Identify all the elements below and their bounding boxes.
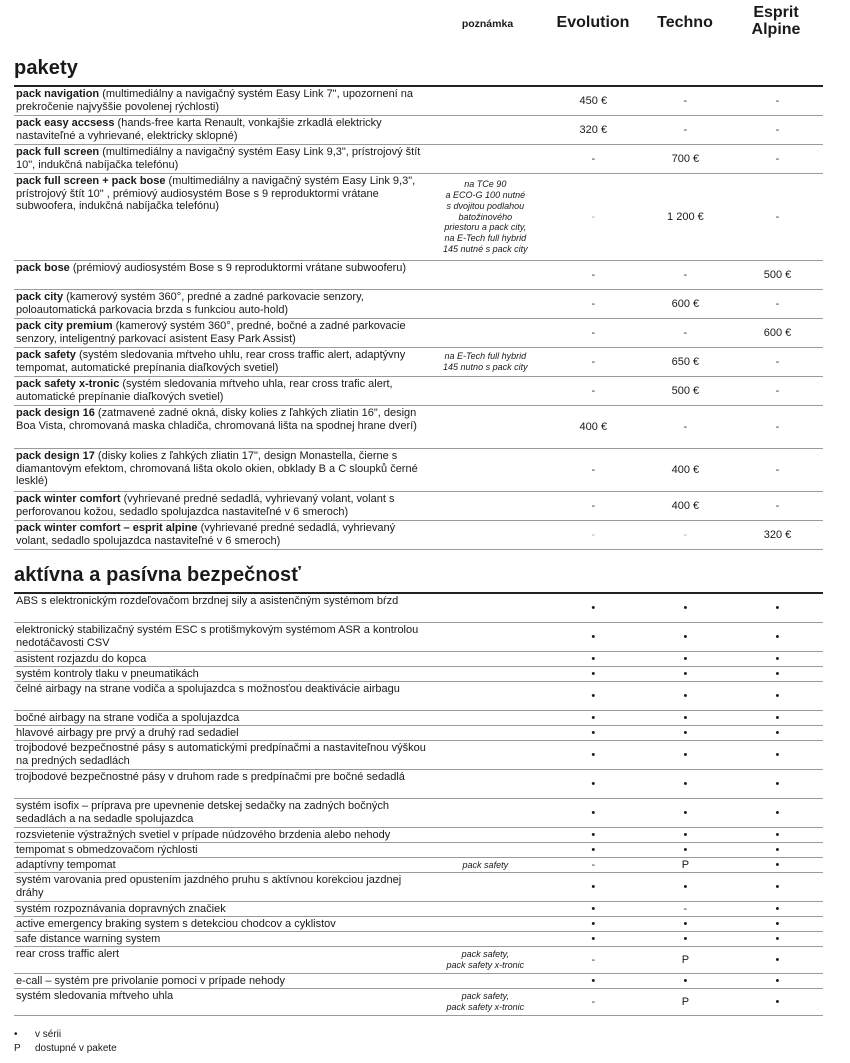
availability-esprit-alpine: •	[775, 858, 780, 871]
price-evolution: -	[591, 268, 596, 281]
price-techno: -	[683, 94, 688, 107]
feature-description: trojbodové bezpečnostné pásy s automatickými predpínačmi a nastaviteľnou výškou na predných sedadlách	[16, 742, 426, 767]
availability-esprit-alpine: •	[775, 777, 780, 790]
feature-note	[430, 917, 541, 931]
availability-techno: •	[683, 667, 688, 680]
pack-row	[14, 406, 823, 449]
pack-description	[14, 116, 430, 144]
feature-note	[430, 711, 541, 725]
feature-row	[14, 858, 823, 873]
feature-description: hlavové airbagy pre prvý a druhý rad sedadiel	[16, 727, 239, 739]
availability-techno: •	[683, 932, 688, 945]
pack-description	[14, 377, 430, 405]
safety-table	[14, 592, 823, 1016]
legend-text: dostupné v pakete	[35, 1043, 117, 1054]
legend-symbol: P	[14, 1043, 21, 1054]
availability-evolution: •	[591, 806, 596, 819]
feature-row	[14, 873, 823, 902]
price-evolution: -	[591, 326, 596, 339]
pack-name: pack winter comfort – esprit alpine	[16, 522, 198, 534]
feature-description: active emergency braking system s detekciou chodcov a cyklistov	[16, 918, 336, 930]
availability-evolution: •	[591, 689, 596, 702]
feature-description: asistent rozjazdu do kopca	[16, 653, 147, 665]
availability-esprit-alpine: •	[775, 806, 780, 819]
price-evolution: -	[591, 297, 596, 310]
price-techno: 1 200 €	[667, 210, 704, 223]
price-esprit-alpine: -	[775, 463, 780, 476]
feature-description: e-call – systém pre privolanie pomoci v prípade nehody	[16, 975, 286, 987]
feature-row	[14, 770, 823, 799]
pack-row	[14, 145, 823, 174]
availability-esprit-alpine: •	[775, 630, 780, 643]
feature-note-line: pack safety,	[461, 991, 509, 1002]
availability-esprit-alpine: •	[775, 652, 780, 665]
column-header-note: poznámka	[461, 18, 514, 30]
availability-esprit-alpine: •	[775, 711, 780, 724]
feature-note-line: pack safety x-tronic	[446, 1002, 525, 1012]
pack-description	[14, 449, 430, 491]
pack-note	[430, 406, 541, 448]
availability-techno: •	[683, 652, 688, 665]
price-techno: 600 €	[671, 297, 700, 310]
pack-row	[14, 116, 823, 145]
price-techno: 400 €	[671, 499, 700, 512]
pack-row	[14, 319, 823, 348]
feature-description: adaptívny tempomat	[16, 859, 116, 871]
feature-note	[430, 741, 541, 769]
availability-esprit-alpine: •	[775, 601, 780, 614]
availability-esprit-alpine: •	[775, 726, 780, 739]
availability-evolution: •	[591, 726, 596, 739]
feature-note-line: pack safety	[462, 859, 509, 870]
column-header-esprit-line2: Alpine	[751, 21, 801, 38]
pack-detail: (vyhrievané predné sedadlá, vyhrievaný volant, volant s perforovanou kožou, sedadlo spolujazdca nastaviteľné v 6 smeroch)	[16, 493, 395, 518]
feature-description: elektronický stabilizačný systém ESC s protišmykovým systémom ASR a kontrolou nedotáčavosti CSV	[16, 624, 419, 649]
price-techno: 500 €	[671, 384, 700, 397]
price-evolution: -	[591, 355, 596, 368]
price-techno: -	[683, 268, 688, 281]
feature-description: systém rozpoznávania dopravných značiek	[16, 903, 226, 915]
availability-evolution: •	[591, 777, 596, 790]
availability-techno: •	[683, 777, 688, 790]
availability-evolution: •	[591, 828, 596, 841]
availability-evolution: •	[591, 601, 596, 614]
availability-techno: •	[683, 630, 688, 643]
pack-description	[14, 261, 430, 289]
feature-row	[14, 594, 823, 623]
pack-note	[430, 492, 541, 520]
feature-row	[14, 741, 823, 770]
price-techno: -	[683, 123, 688, 136]
pack-detail: (prémiový audiosystém Bose s 9 reproduktormi vrátane subwooferu)	[69, 262, 407, 274]
availability-techno: •	[683, 601, 688, 614]
pack-note-line: na TCe 90	[464, 179, 507, 190]
availability-techno: •	[683, 843, 688, 856]
availability-techno: P	[681, 953, 690, 966]
availability-esprit-alpine: •	[775, 953, 780, 966]
price-evolution: -	[591, 528, 596, 541]
pack-description	[14, 290, 430, 318]
feature-row	[14, 726, 823, 741]
feature-description: trojbodové bezpečnostné pásy v druhom rade s predpínačmi pre bočné sedadlá	[16, 771, 405, 783]
availability-evolution: •	[591, 748, 596, 761]
pack-detail: (vyhrievané predné sedadlá, vyhrievaný volant, sedadlo spolujazdca nastaviteľné v 6 smeroch)	[16, 522, 396, 547]
legend	[14, 1028, 117, 1056]
feature-note	[430, 726, 541, 740]
pack-name: pack easy accsess	[16, 117, 115, 129]
price-techno: 650 €	[671, 355, 700, 368]
pack-note-line: na E-Tech full hybrid	[444, 233, 527, 244]
feature-row	[14, 947, 823, 974]
feature-description: rear cross traffic alert	[16, 948, 120, 960]
pack-name: pack full screen + pack bose	[16, 175, 166, 187]
pack-note-line: 145 nutné s pack city	[443, 243, 528, 254]
column-header-evolution: Evolution	[556, 14, 630, 31]
feature-note	[430, 843, 541, 857]
legend-item	[14, 1042, 117, 1056]
feature-description: bočné airbagy na strane vodiča a spolujazdca	[16, 712, 240, 724]
price-esprit-alpine: 500 €	[763, 268, 792, 281]
feature-description: rozsvietenie výstražných svetiel v prípade núdzového brzdenia alebo nehody	[16, 829, 391, 841]
availability-evolution: -	[591, 858, 596, 871]
price-esprit-alpine: 320 €	[763, 528, 792, 541]
feature-description: safe distance warning system	[16, 933, 161, 945]
price-techno: -	[683, 420, 688, 433]
availability-esprit-alpine: •	[775, 932, 780, 945]
pack-note-line: s dvojitou podlahou	[446, 200, 525, 211]
pack-note	[430, 87, 541, 115]
pack-note-line: batožinového	[458, 211, 513, 222]
pack-name: pack full screen	[16, 146, 100, 158]
availability-techno: •	[683, 974, 688, 987]
pack-description	[14, 174, 430, 260]
pack-description	[14, 348, 430, 376]
availability-techno: -	[683, 902, 688, 915]
pack-row	[14, 449, 823, 492]
feature-row	[14, 932, 823, 947]
feature-row	[14, 799, 823, 828]
availability-esprit-alpine: •	[775, 917, 780, 930]
availability-esprit-alpine: •	[775, 974, 780, 987]
price-evolution: -	[591, 384, 596, 397]
price-esprit-alpine: -	[775, 355, 780, 368]
availability-techno: •	[683, 806, 688, 819]
pack-description	[14, 87, 430, 115]
price-evolution: 400 €	[579, 420, 608, 433]
feature-note-line: pack safety,	[461, 949, 509, 960]
pack-note	[430, 145, 541, 173]
feature-row	[14, 711, 823, 726]
availability-evolution: •	[591, 932, 596, 945]
price-esprit-alpine: -	[775, 384, 780, 397]
availability-techno: •	[683, 689, 688, 702]
feature-note	[430, 682, 541, 710]
pack-name: pack design 17	[16, 450, 95, 462]
pack-name: pack safety x-tronic	[16, 378, 120, 390]
pack-name: pack city premium	[16, 320, 113, 332]
feature-row	[14, 652, 823, 667]
availability-evolution: •	[591, 974, 596, 987]
price-evolution: -	[591, 152, 596, 165]
feature-note-line: pack safety x-tronic	[446, 960, 525, 970]
pack-note-line: priestoru a pack city,	[444, 222, 527, 233]
feature-note	[430, 974, 541, 988]
feature-note	[430, 667, 541, 681]
pack-description	[14, 521, 430, 549]
feature-row	[14, 623, 823, 652]
pack-description	[14, 319, 430, 347]
feature-row	[14, 974, 823, 989]
pack-note	[430, 348, 541, 376]
price-esprit-alpine: -	[775, 297, 780, 310]
feature-row	[14, 667, 823, 682]
feature-note	[430, 594, 541, 622]
price-esprit-alpine: -	[775, 499, 780, 512]
availability-esprit-alpine: •	[775, 667, 780, 680]
availability-evolution: -	[591, 953, 596, 966]
pack-detail: (multimediálny a navigačný systém Easy Link 7", upozornení na prekročenie najvyššie povolenej rýchlosti)	[16, 88, 414, 113]
price-evolution: 320 €	[579, 123, 608, 136]
availability-evolution: -	[591, 995, 596, 1008]
feature-description: systém kontroly tlaku v pneumatikách	[16, 668, 199, 680]
price-techno: -	[683, 326, 688, 339]
price-esprit-alpine: 600 €	[763, 326, 792, 339]
pack-note-line: na E-Tech full hybrid	[444, 351, 527, 362]
pack-name: pack design 16	[16, 407, 95, 419]
price-evolution: -	[591, 499, 596, 512]
feature-note	[430, 858, 541, 872]
legend-text: v sérii	[35, 1029, 62, 1040]
pack-note	[430, 319, 541, 347]
pack-note	[430, 261, 541, 289]
pack-row	[14, 290, 823, 319]
availability-evolution: •	[591, 880, 596, 893]
pack-detail: (systém sledovania mŕtveho uhlu, rear cross traffic alert, adaptývny tempomat, automatické prepínania diaľkových svetiel)	[16, 349, 406, 374]
availability-evolution: •	[591, 843, 596, 856]
feature-note	[430, 828, 541, 842]
availability-techno: P	[681, 995, 690, 1008]
pack-detail: (kamerový systém 360°, predné, bočné a zadné parkovacie senzory, inteligentný parkovací asistent Easy Park Assist)	[16, 320, 406, 345]
feature-note	[430, 902, 541, 916]
availability-techno: •	[683, 917, 688, 930]
availability-evolution: •	[591, 711, 596, 724]
pack-row	[14, 174, 823, 261]
price-evolution: -	[591, 210, 596, 223]
feature-note	[430, 652, 541, 666]
availability-techno: P	[681, 858, 690, 871]
pack-detail: (kamerový systém 360°, predné a zadné parkovacie senzory, poloautomatická parkovacia brzda s funkciou auto-hold)	[16, 291, 364, 316]
availability-evolution: •	[591, 902, 596, 915]
availability-techno: •	[683, 880, 688, 893]
feature-description: tempomat s obmedzovačom rýchlosti	[16, 844, 198, 856]
pack-detail: (zatmavené zadné okná, disky kolies z ľahkých zliatin 16", design Boa Vista, chromovaná maska chladiča, chromovaná lišta na spodnej hrane dverí)	[16, 407, 417, 432]
pack-detail: (multimediálny a navigačný systém Easy Link 9,3", prístrojový štít 10" , prémiový audiosystém Bose s 9 reproduktormi vrátane subwoofera, indukčná nabíjačka telefónu)	[16, 175, 416, 213]
pack-note-line: 145 nutno s pack city	[443, 362, 528, 372]
price-esprit-alpine: -	[775, 152, 780, 165]
availability-esprit-alpine: •	[775, 689, 780, 702]
pack-note	[430, 174, 541, 260]
availability-esprit-alpine: •	[775, 995, 780, 1008]
availability-evolution: •	[591, 652, 596, 665]
legend-item	[14, 1028, 117, 1042]
feature-note	[430, 989, 541, 1015]
pack-description	[14, 145, 430, 173]
price-techno: -	[683, 528, 688, 541]
feature-note	[430, 932, 541, 946]
feature-description: ABS s elektronickým rozdeľovačom brzdnej sily a asistenčným systémom bŕzd	[16, 595, 399, 607]
availability-techno: •	[683, 726, 688, 739]
feature-note	[430, 623, 541, 651]
feature-note	[430, 873, 541, 901]
availability-techno: •	[683, 748, 688, 761]
availability-evolution: •	[591, 667, 596, 680]
pack-row	[14, 348, 823, 377]
price-techno: 400 €	[671, 463, 700, 476]
pack-note-line: a ECO-G 100 nutné	[445, 190, 526, 200]
pack-detail: (systém sledovania mŕtveho uhla, rear cross trafic alert, automatické prepínanie diaľkových svetiel)	[16, 378, 393, 403]
pack-name: pack bose	[16, 262, 70, 274]
pack-note	[430, 449, 541, 491]
feature-description: čelné airbagy na strane vodiča a spolujazdca s možnosťou deaktivácie airbagu	[16, 683, 400, 695]
pack-note	[430, 377, 541, 405]
column-header-techno: Techno	[657, 14, 713, 31]
price-esprit-alpine: -	[775, 94, 780, 107]
pack-row	[14, 377, 823, 406]
availability-esprit-alpine: •	[775, 902, 780, 915]
pack-detail: (hands-free karta Renault, vonkajšie zrkadlá elektricky nastaviteľné a vyhrievané, elektricky sklopné)	[16, 117, 382, 142]
feature-description: systém varovania pred opustením jazdného pruhu s aktívnou korekciou jazdnej dráhy	[16, 874, 402, 899]
feature-description: systém isofix – príprava pre upevnenie detskej sedačky na zadných bočných sedadlách a na sedadle spolujazdca	[16, 800, 389, 825]
pack-name: pack city	[16, 291, 64, 303]
feature-row	[14, 828, 823, 843]
availability-esprit-alpine: •	[775, 748, 780, 761]
availability-evolution: •	[591, 630, 596, 643]
availability-techno: •	[683, 828, 688, 841]
pack-note	[430, 521, 541, 549]
feature-note	[430, 799, 541, 827]
pack-name: pack safety	[16, 349, 76, 361]
feature-row	[14, 989, 823, 1016]
price-evolution: 450 €	[579, 94, 608, 107]
availability-esprit-alpine: •	[775, 843, 780, 856]
pack-note	[430, 116, 541, 144]
price-techno: 700 €	[671, 152, 700, 165]
feature-note	[430, 947, 541, 973]
feature-row	[14, 902, 823, 917]
feature-note	[430, 770, 541, 798]
column-header-esprit-alpine	[735, 4, 817, 38]
legend-symbol: •	[14, 1029, 18, 1040]
availability-evolution: •	[591, 917, 596, 930]
pack-detail: (disky kolies z ľahkých zliatin 17", design Monastella, čierne s diamantovým efektom, chromovaná lišta okolo okien, obklady B a C sloupků černé lesklé)	[16, 450, 418, 488]
pack-name: pack winter comfort	[16, 493, 121, 505]
feature-row	[14, 682, 823, 711]
pack-row	[14, 261, 823, 290]
availability-techno: •	[683, 711, 688, 724]
section-title-packs: pakety	[14, 57, 78, 79]
pack-row	[14, 492, 823, 521]
pack-description	[14, 406, 430, 448]
packs-table	[14, 85, 823, 550]
pack-description	[14, 492, 430, 520]
section-title-safety: aktívna a pasívna bezpečnosť	[14, 564, 301, 586]
price-esprit-alpine: -	[775, 123, 780, 136]
feature-description: systém sledovania mŕtveho uhla	[16, 990, 174, 1002]
feature-row	[14, 917, 823, 932]
availability-esprit-alpine: •	[775, 828, 780, 841]
pack-row	[14, 87, 823, 116]
price-esprit-alpine: -	[775, 420, 780, 433]
column-header-esprit-line1: Esprit	[753, 4, 799, 21]
feature-row	[14, 843, 823, 858]
availability-esprit-alpine: •	[775, 880, 780, 893]
price-esprit-alpine: -	[775, 210, 780, 223]
pack-note	[430, 290, 541, 318]
pack-row	[14, 521, 823, 550]
price-evolution: -	[591, 463, 596, 476]
pack-detail: (multimediálny a navigačný systém Easy Link 9,3", prístrojový štít 10", indukčná nabíjačka telefónu)	[16, 146, 421, 171]
pack-name: pack navigation	[16, 88, 100, 100]
